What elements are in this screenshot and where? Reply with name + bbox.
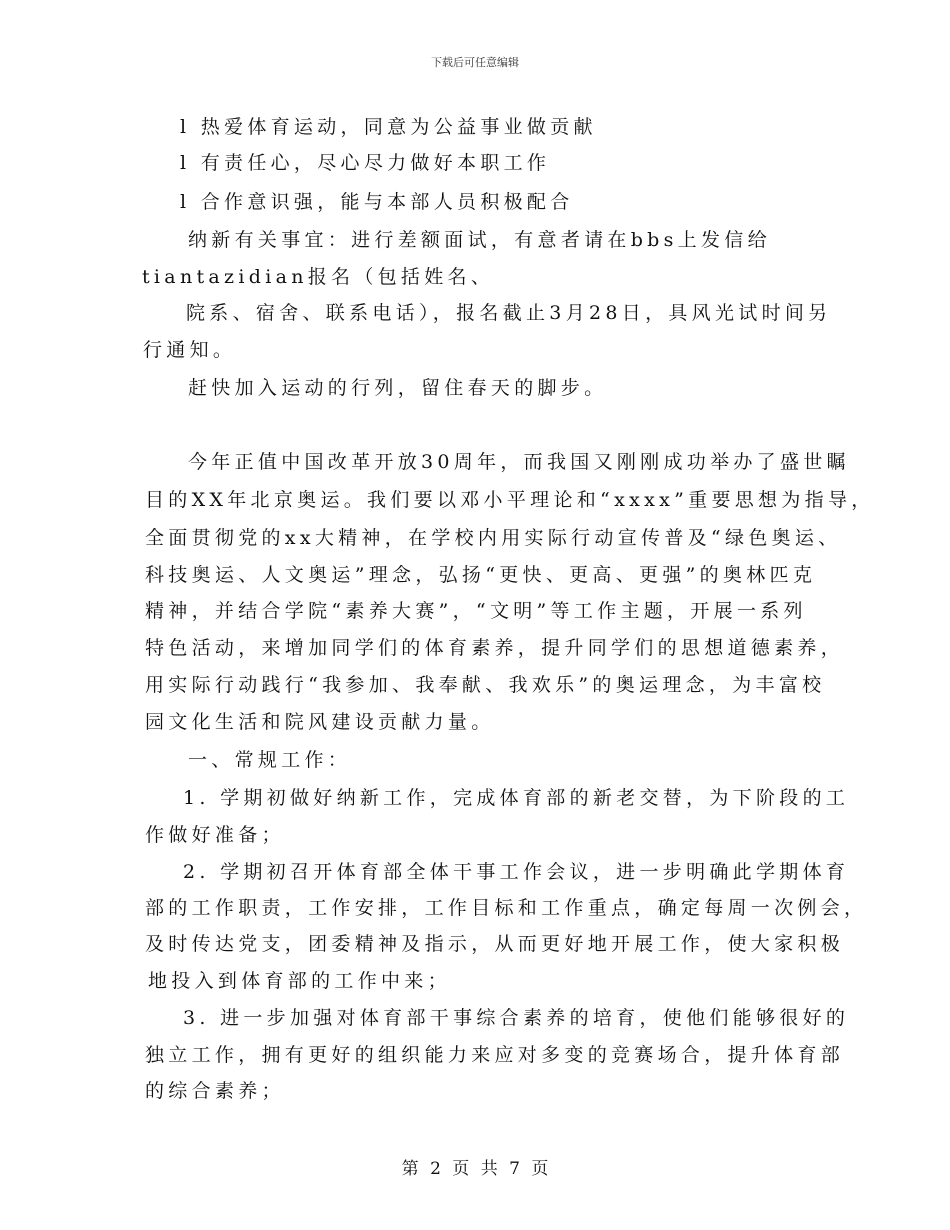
page-header: 下载后可任意编辑 <box>431 56 519 69</box>
text-line: 及时传达党支，团委精神及指示，从而更好地开展工作，使大家积极 <box>145 933 845 955</box>
text-line: 园文化生活和院风建设贡献力量。 <box>145 711 495 733</box>
text-line: 行通知。 <box>143 339 237 361</box>
text-line: 赶快加入运动的行列，留住春天的脚步。 <box>188 377 608 399</box>
text-line: 部的工作职责，工作安排，工作目标和工作重点，确定每周一次例会， <box>145 897 868 919</box>
section-heading: 一、常规工作： <box>188 749 352 771</box>
text-line: 纳新有关事宜：进行差额面试，有意者请在bbs上发信给 <box>188 229 771 251</box>
text-line: 作做好准备； <box>145 824 285 846</box>
text-line: 独立工作，拥有更好的组织能力来应对多变的竞赛场合，提升体育部 <box>145 1044 845 1066</box>
text-line: 目的XX年北京奥运。我们要以邓小平理论和“xxxx”重要思想为指导， <box>145 489 875 511</box>
text-line: 全面贯彻党的xx大精神，在学校内用实际行动宣传普及“绿色奥运、 <box>145 527 842 549</box>
text-line: l 热爱体育运动，同意为公益事业做贡献 <box>180 116 597 138</box>
text-line: 2. 学期初召开体育部全体干事工作会议，进一步明确此学期体育 <box>183 861 850 883</box>
text-line: tiantazidian报名（包括姓名、 <box>142 266 495 288</box>
text-line: 科技奥运、人文奥运”理念，弘扬“更快、更高、更强”的奥林匹克 <box>145 564 817 586</box>
text-line: 特色活动，来增加同学们的体育素养，提升同学们的思想道德素养， <box>145 637 845 659</box>
text-line: 院系、宿舍、联系电话），报名截止3月28日，具风光试时间另 <box>186 302 832 324</box>
text-line: 3. 进一步加强对体育部干事综合素养的培育，使他们能够很好的 <box>183 1007 850 1029</box>
text-line: 今年正值中国改革开放30周年，而我国又刚刚成功举办了盛世瞩 <box>188 451 850 473</box>
text-line: 地投入到体育部的工作中来； <box>148 970 451 992</box>
text-line: 用实际行动践行“我参加、我奉献、我欢乐”的奥运理念，为丰富校 <box>145 674 826 696</box>
text-line: 精神，并结合学院“素养大赛”，“文明”等工作主题，开展一系列 <box>145 600 807 622</box>
text-line: l 有责任心，尽心尽力做好本职工作 <box>180 152 551 174</box>
text-line: l 合作意识强，能与本部人员积极配合 <box>180 191 574 213</box>
page-number-footer: 第 2 页 共 7 页 <box>401 1159 549 1179</box>
text-line: 1. 学期初做好纳新工作，完成体育部的新老交替，为下阶段的工 <box>183 787 850 809</box>
text-line: 的综合素养； <box>145 1080 285 1102</box>
